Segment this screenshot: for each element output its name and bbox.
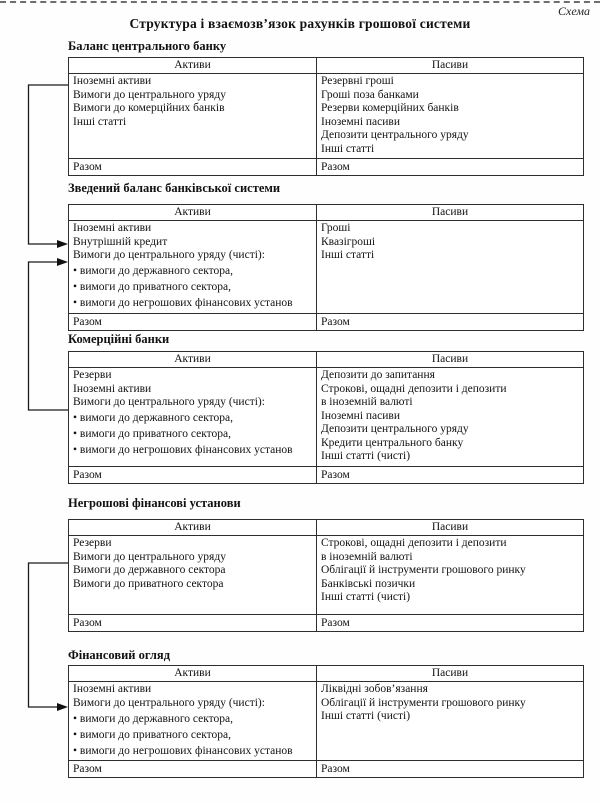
balance-line-item: Гроші (321, 222, 351, 234)
section-heading: Баланс центрального банку (68, 39, 227, 53)
assets-items (69, 221, 317, 314)
page-title: Структура і взаємозв’язок рахунків грошової системи (129, 16, 471, 31)
balance-line-item: Іноземні активи (73, 75, 152, 87)
balance-line-item: Іноземні активи (73, 222, 152, 234)
assets-total: Разом (69, 313, 317, 330)
balance-line-item: Облігації й інструменти грошового ринку (321, 696, 526, 709)
section-commercial-banks (68, 332, 583, 484)
section-heading: Комерційні банки (68, 332, 170, 346)
arrowhead-icon (57, 240, 68, 248)
section-heading: Зведений баланс банківської системи (68, 181, 281, 195)
balance-line-item: Вимоги до центрального уряду (73, 88, 226, 101)
balance-line-item: Кредити центрального банку (321, 436, 464, 449)
assets-total: Разом (69, 466, 317, 483)
balance-line-item: Інші статті (чисті) (321, 710, 411, 722)
balance-line-item: Іноземні активи (73, 683, 152, 695)
balance-line-item: Іноземні пасиви (321, 409, 400, 422)
balance-line-item: • вимоги до державного сектора, (73, 412, 234, 424)
balance-line-item: Іноземні активи (73, 382, 152, 395)
balance-line-item: • вимоги до державного сектора, (73, 265, 234, 277)
balance-table (68, 665, 584, 778)
balance-table (68, 204, 584, 331)
liabilities-column-header: Пасиви (317, 520, 584, 536)
section-heading: Фінансовий огляд (68, 648, 171, 662)
liabilities-items (317, 74, 584, 159)
balance-line-item: • вимоги до негрошових фінансових установ (73, 444, 293, 456)
balance-line-item: Квазігроші (321, 235, 376, 248)
balance-line-item: Резерви комерційних банків (321, 102, 459, 114)
balance-line-item: Інші статті (чисті) (321, 450, 411, 462)
balance-line-item: Інші статті (321, 249, 375, 261)
balance-line-item: Депозити центрального уряду (321, 423, 469, 435)
assets-items (69, 682, 317, 761)
balance-line-item: Вимоги до приватного сектора (73, 577, 224, 590)
balance-line-item: Строкові, ощадні депозити і депозити (321, 382, 507, 395)
balance-table (68, 351, 584, 484)
arrowhead-icon (57, 703, 68, 711)
arrowhead-icon (57, 258, 68, 266)
liabilities-total: Разом (317, 761, 584, 778)
balance-line-item: Інші статті (321, 142, 375, 155)
balance-line-item: в іноземній валюті (321, 550, 413, 563)
balance-line-item: • вимоги до приватного сектора, (73, 281, 232, 293)
assets-total: Разом (69, 615, 317, 632)
section-consolidated-banking-balance (68, 181, 583, 331)
balance-line-item: в іноземній валюті (321, 396, 413, 408)
balance-line-item: Резерви (73, 537, 112, 549)
balance-line-item: • вимоги до приватного сектора, (73, 428, 232, 440)
section-financial-survey (68, 648, 583, 778)
balance-line-item: Гроші поза банками (321, 88, 419, 101)
balance-line-item: Вимоги до державного сектора (73, 564, 226, 576)
liabilities-column-header: Пасиви (317, 58, 584, 74)
balance-line-item: • вимоги до негрошових фінансових установ (73, 744, 293, 757)
balance-line-item: Вимоги до центрального уряду (чисті): (73, 696, 265, 709)
assets-items (69, 74, 317, 159)
balance-line-item: Інші статті (чисті) (321, 591, 411, 603)
assets-column-header: Активи (69, 205, 317, 221)
balance-line-item: Внутрішній кредит (73, 235, 168, 248)
assets-column-header: Активи (69, 666, 317, 682)
liabilities-total: Разом (317, 159, 584, 176)
section-heading: Негрошові фінансові установи (68, 496, 241, 510)
assets-total: Разом (69, 159, 317, 176)
balance-line-item: Строкові, ощадні депозити і депозити (321, 537, 507, 549)
liabilities-items (317, 221, 584, 314)
assets-items (69, 536, 317, 615)
balance-line-item: • вимоги до приватного сектора, (73, 728, 232, 741)
balance-line-item: Ліквідні зобов’язання (321, 683, 428, 695)
liabilities-total: Разом (317, 466, 584, 483)
balance-line-item: Депозити центрального уряду (321, 129, 469, 141)
liabilities-column-header: Пасиви (317, 352, 584, 368)
assets-total: Разом (69, 761, 317, 778)
balance-line-item: Іноземні пасиви (321, 115, 400, 128)
scheme-corner-label: Схема (557, 4, 590, 18)
liabilities-total: Разом (317, 615, 584, 632)
balance-line-item: Вимоги до центрального уряду (чисті): (73, 249, 265, 261)
section-central-bank-balance (68, 39, 583, 176)
section-nonmonetary-financial-institutions (68, 496, 583, 632)
balance-line-item: Облігації й інструменти грошового ринку (321, 564, 526, 576)
balance-line-item: Вимоги до центрального уряду (73, 550, 226, 563)
assets-column-header: Активи (69, 58, 317, 74)
balance-line-item: Резерви (73, 369, 112, 381)
balance-line-item: Депозити до запитання (321, 369, 435, 381)
liabilities-items (317, 682, 584, 761)
liabilities-column-header: Пасиви (317, 666, 584, 682)
assets-column-header: Активи (69, 520, 317, 536)
liabilities-items (317, 536, 584, 615)
balance-line-item: Банківські позички (321, 577, 416, 590)
balance-line-item: • вимоги до негрошових фінансових установ (73, 297, 293, 309)
liabilities-total: Разом (317, 313, 584, 330)
assets-items (69, 368, 317, 467)
arrow-connector-3 (29, 563, 69, 707)
balance-line-item: Вимоги до комерційних банків (73, 102, 225, 114)
top-rule-divider (0, 1, 600, 3)
assets-column-header: Активи (69, 352, 317, 368)
balance-line-item: Резервні гроші (321, 75, 394, 87)
balance-line-item: • вимоги до державного сектора, (73, 712, 234, 725)
liabilities-column-header: Пасиви (317, 205, 584, 221)
liabilities-items (317, 368, 584, 467)
arrow-connector-2 (29, 262, 69, 410)
balance-line-item: Вимоги до центрального уряду (чисті): (73, 396, 265, 408)
arrow-connector-1 (29, 85, 69, 244)
balance-line-item: Інші статті (73, 115, 127, 128)
balance-table (68, 519, 584, 632)
balance-table (68, 57, 584, 176)
